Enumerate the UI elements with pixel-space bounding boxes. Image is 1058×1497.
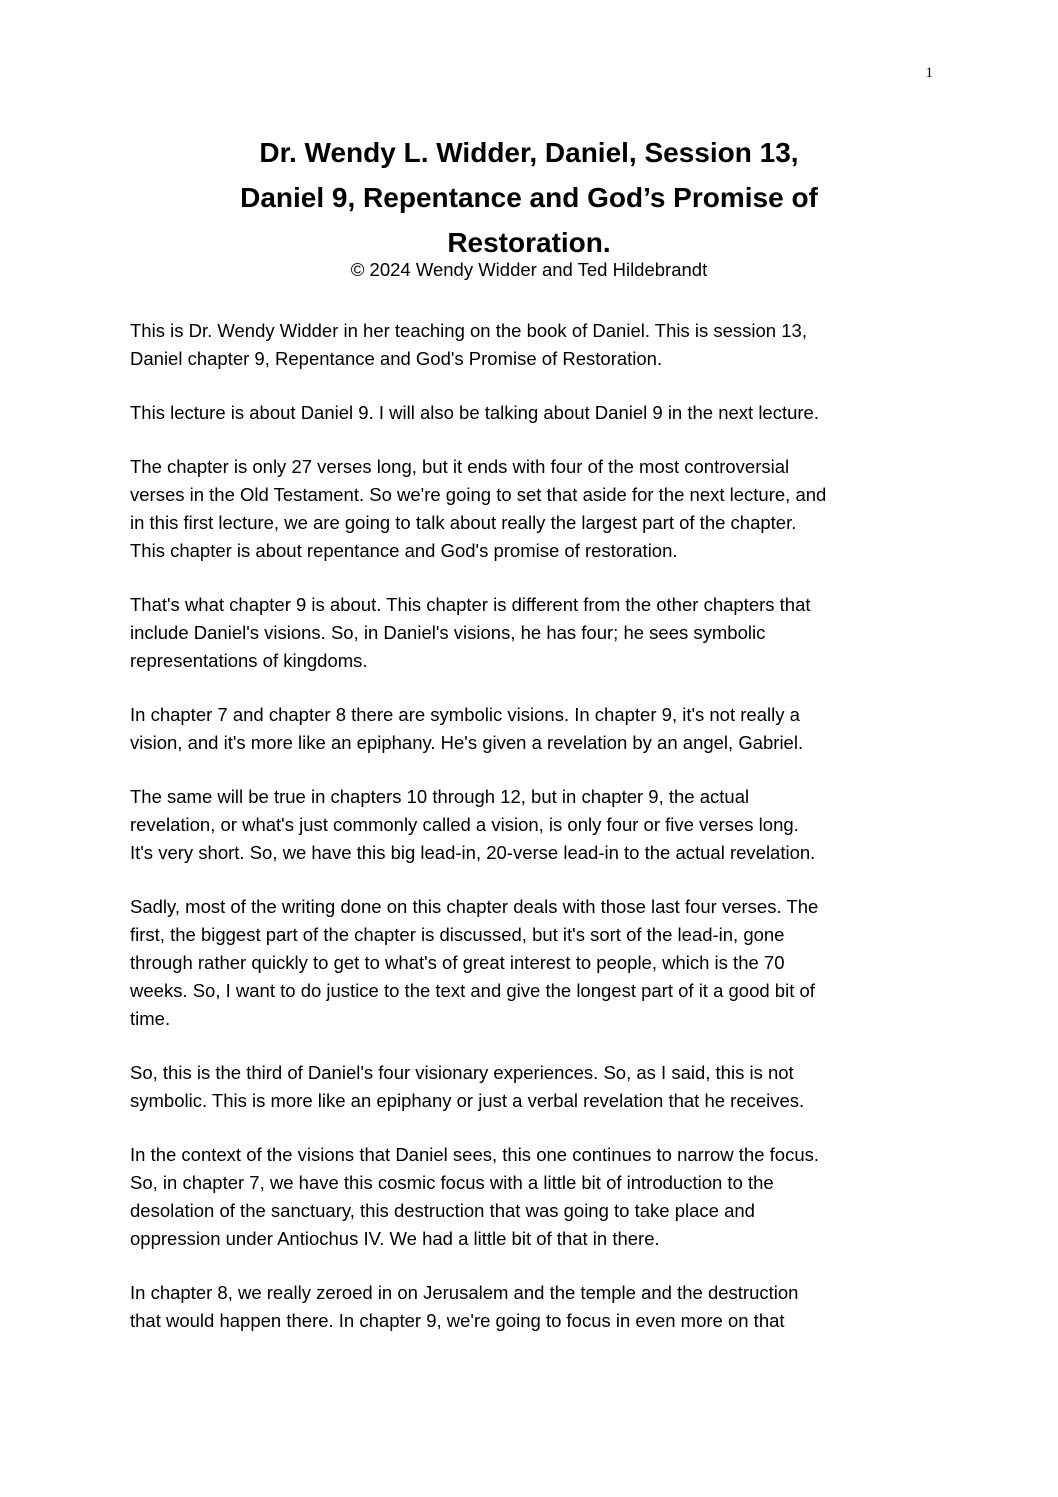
text-line: It's very short. So, we have this big lead-in, 20-verse lead-in to the actual revelation.	[130, 842, 816, 863]
paragraph	[130, 783, 930, 867]
paragraph	[130, 591, 930, 675]
paragraph	[130, 1059, 930, 1115]
text-line: oppression under Antiochus IV. We had a little bit of that in there.	[130, 1228, 660, 1249]
text-line: desolation of the sanctuary, this destruction that was going to take place and	[130, 1200, 755, 1221]
text-line: This lecture is about Daniel 9. I will also be talking about Daniel 9 in the next lecture.	[130, 402, 819, 423]
text-line: In the context of the visions that Daniel sees, this one continues to narrow the focus.	[130, 1144, 820, 1165]
paragraph	[130, 893, 930, 1033]
text-line: that would happen there. In chapter 9, we're going to focus in even more on that	[130, 1310, 785, 1331]
text-line: This is Dr. Wendy Widder in her teaching on the book of Daniel. This is session 13,	[130, 320, 807, 341]
text-line: That's what chapter 9 is about. This chapter is different from the other chapters that	[130, 594, 811, 615]
text-line: include Daniel's visions. So, in Daniel's visions, he has four; he sees symbolic	[130, 622, 766, 643]
text-line: So, in chapter 7, we have this cosmic focus with a little bit of introduction to the	[130, 1172, 774, 1193]
text-line: This chapter is about repentance and God's promise of restoration.	[130, 540, 678, 561]
text-line: The same will be true in chapters 10 through 12, but in chapter 9, the actual	[130, 786, 750, 807]
page-number: 1	[925, 65, 933, 81]
text-line: In chapter 8, we really zeroed in on Jerusalem and the temple and the destruction	[130, 1282, 799, 1303]
title-line: Dr. Wendy L. Widder, Daniel, Session 13,	[259, 137, 799, 168]
paragraph	[130, 1141, 930, 1253]
text-line: vision, and it's more like an epiphany. He's given a revelation by an angel, Gabriel.	[130, 732, 804, 753]
text-line: first, the biggest part of the chapter is discussed, but it's sort of the lead-in, gone	[130, 924, 785, 945]
text-line: weeks. So, I want to do justice to the text and give the longest part of it a good bit of	[130, 980, 815, 1001]
text-line: time.	[130, 1008, 171, 1029]
text-line: verses in the Old Testament. So we're going to set that aside for the next lecture, and	[130, 484, 827, 505]
document-title	[130, 130, 928, 265]
text-line: The chapter is only 27 verses long, but it ends with four of the most controversial	[130, 456, 790, 477]
paragraph	[130, 317, 930, 373]
paragraph	[130, 453, 930, 565]
text-line: Sadly, most of the writing done on this chapter deals with those last four verses. The	[130, 896, 819, 917]
text-line: Daniel chapter 9, Repentance and God's Promise of Restoration.	[130, 348, 663, 369]
paragraph	[130, 701, 930, 757]
title-line: Daniel 9, Repentance and God’s Promise of	[240, 182, 818, 213]
text-line: through rather quickly to get to what's of great interest to people, which is the 70	[130, 952, 785, 973]
text-line: So, this is the third of Daniel's four visionary experiences. So, as I said, this is not	[130, 1062, 794, 1083]
text-line: In chapter 7 and chapter 8 there are symbolic visions. In chapter 9, it's not really a	[130, 704, 800, 725]
text-line: representations of kingdoms.	[130, 650, 368, 671]
paragraph	[130, 1279, 930, 1335]
text-line: in this first lecture, we are going to talk about really the largest part of the chapter.	[130, 512, 797, 533]
paragraph	[130, 399, 930, 427]
copyright-line: © 2024 Wendy Widder and Ted Hildebrandt	[350, 259, 708, 280]
text-line: symbolic. This is more like an epiphany or just a verbal revelation that he receives.	[130, 1090, 805, 1111]
document-body	[130, 317, 930, 1361]
title-line: Restoration.	[447, 227, 611, 258]
text-line: revelation, or what's just commonly called a vision, is only four or five verses long.	[130, 814, 799, 835]
